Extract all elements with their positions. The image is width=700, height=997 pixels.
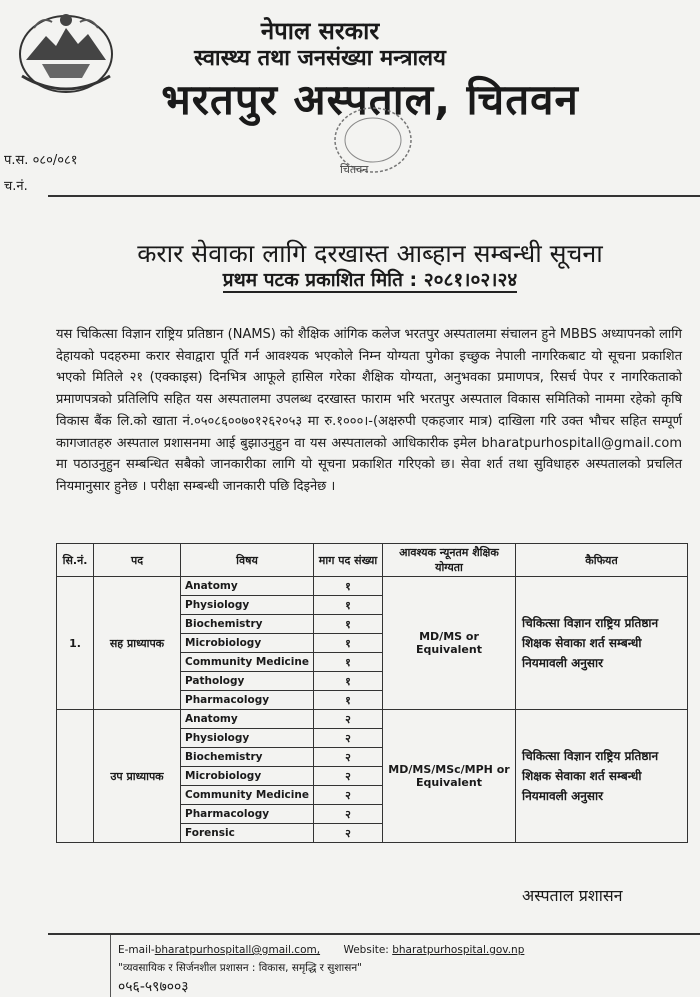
col-header-sn: सि.नं. [57,544,94,577]
hospital-name: भरतपुर अस्पताल, चितवन [161,75,579,124]
count-cell: १ [314,615,383,634]
group-sn: 1. [57,577,94,710]
col-header-remarks: कैफियत [516,544,688,577]
group-qualification: MD/MS/MSc/MPH or Equivalent [383,710,516,843]
subject-cell: Physiology [181,729,314,748]
group-remarks: चिकित्सा विज्ञान राष्ट्रिय प्रतिष्ठान शिक्षक सेवाका शर्त सम्बन्धी नियमावली अनुसार [516,710,688,843]
footer-contact [118,944,524,956]
hospital-seal-stamp [318,100,428,182]
subject-cell: Community Medicine [181,786,314,805]
count-cell: १ [314,653,383,672]
subject-cell: Biochemistry [181,615,314,634]
footer-divider [48,933,700,935]
subject-cell: Microbiology [181,767,314,786]
table-row [57,577,688,596]
group-post: उप प्राध्यापक [94,710,181,843]
subject-cell: Pathology [181,672,314,691]
count-cell: १ [314,672,383,691]
count-cell: २ [314,824,383,843]
ministry-name: स्वास्थ्य तथा जनसंख्या मन्त्रालय [194,46,446,71]
header-divider [48,195,700,197]
government-name: नेपाल सरकार [260,17,380,45]
reference-number: प.स. ०८०/०८१ [4,153,78,168]
count-cell: २ [314,786,383,805]
notice-body: यस चिकित्सा विज्ञान राष्ट्रिय प्रतिष्ठान (NAMS) को शैक्षिक आंगिक कलेज भरतपुर अस्पतालमा संचालन हुने MBBS अध्यापनको लागि देहायको पदहरुमा करार सेवाद्वारा पूर्ति गर्न आवश्यक भएकोले निम्न योग्यता पुगेका इच्छुक नेपाली नागरिकबाट यो सूचना प्रकाशित भएको मितिले २१ (एक्काइस) दिनभित्र आफूले हासिल गरेका शैक्षिक योग्यता, अनुभवका प्रमाणपत्र, रिसर्च पेपर र नागरिकताको प्रमाणपत्रको प्रतिलिपि सहित यस अस्पतालमा उपलब्ध दरखास्त फाराम भरि भरतपुर अस्पताल विकास समितिको नाममा रहेको कृषि विकास बैंक लि.को खाता नं.०५०८६००७०१२६२०५३ मा रु.१०००।-(अक्षरुपी एकहजार मात्र) दाखिला गरि उक्त भौचर सहित सम्पूर्ण कागजातहरु अस्पताल प्रशासनमा आई बुझाउनुहुन वा यस अस्पतालको आधिकारीक इमेल bharatpurhospitall@gmail.com मा पठाउनुहुन सम्बन्धित सबैको जानकारीका लागि यो सूचना प्रकाशित गरिएको छ। सेवा शर्त तथा सुविधाहरु अस्पतालको प्रचलित नियमानुसार हुनेछ । परीक्षा सम्बन्धी जानकारी पछि दिइनेछ । [56,327,682,494]
footer-website-link[interactable]: bharatpurhospital.gov.np [392,944,525,956]
seal-location-text: चितवन [340,163,369,176]
col-header-post: पद [94,544,181,577]
count-cell: २ [314,767,383,786]
subject-cell: Anatomy [181,577,314,596]
group-sn [57,710,94,843]
notice-publish-date [60,266,680,292]
notice-publish-date-text: प्रथम पटक प्रकाशित मिति : २०८१।०२।२४ [222,269,518,291]
col-header-count: माग पद संख्या [314,544,383,577]
group-qualification: MD/MS or Equivalent [383,577,516,710]
footer-email-link[interactable]: bharatpurhospitall@gmail.com, [154,944,321,956]
vacancy-table [56,543,688,843]
footer-phone: ०५६-५९७००३ [118,979,189,995]
count-cell: २ [314,729,383,748]
footer-slogan: "व्यवसायिक र सिर्जनशील प्रशासन : विकास, समृद्धि र सुशासन" [118,962,363,974]
col-header-subject: विषय [181,544,314,577]
footer-vertical-line [110,935,111,997]
col-header-qualification: आवश्यक न्यूनतम शैक्षिक योग्यता [383,544,516,577]
subject-cell: Pharmacology [181,805,314,824]
table-row [57,710,688,729]
count-cell: १ [314,691,383,710]
count-cell: २ [314,710,383,729]
subject-cell: Forensic [181,824,314,843]
subject-cell: Physiology [181,596,314,615]
signoff-text: अस्पताल प्रशासन [522,886,623,905]
table-header-row [57,544,688,577]
count-cell: १ [314,577,383,596]
group-remarks: चिकित्सा विज्ञान राष्ट्रिय प्रतिष्ठान शिक्षक सेवाका शर्त सम्बन्धी नियमावली अनुसार [516,577,688,710]
count-cell: १ [314,634,383,653]
count-cell: २ [314,805,383,824]
count-cell: १ [314,596,383,615]
group-post: सह प्राध्यापक [94,577,181,710]
subject-cell: Biochemistry [181,748,314,767]
email-label: E-mail- [118,944,155,956]
website-label: Website: [343,944,389,956]
dispatch-number-label: च.नं. [4,179,28,194]
notice-title: करार सेवाका लागि दरखास्त आब्हान सम्बन्धी सूचना [137,239,603,268]
subject-cell: Community Medicine [181,653,314,672]
subject-cell: Pharmacology [181,691,314,710]
subject-cell: Anatomy [181,710,314,729]
subject-cell: Microbiology [181,634,314,653]
count-cell: २ [314,748,383,767]
